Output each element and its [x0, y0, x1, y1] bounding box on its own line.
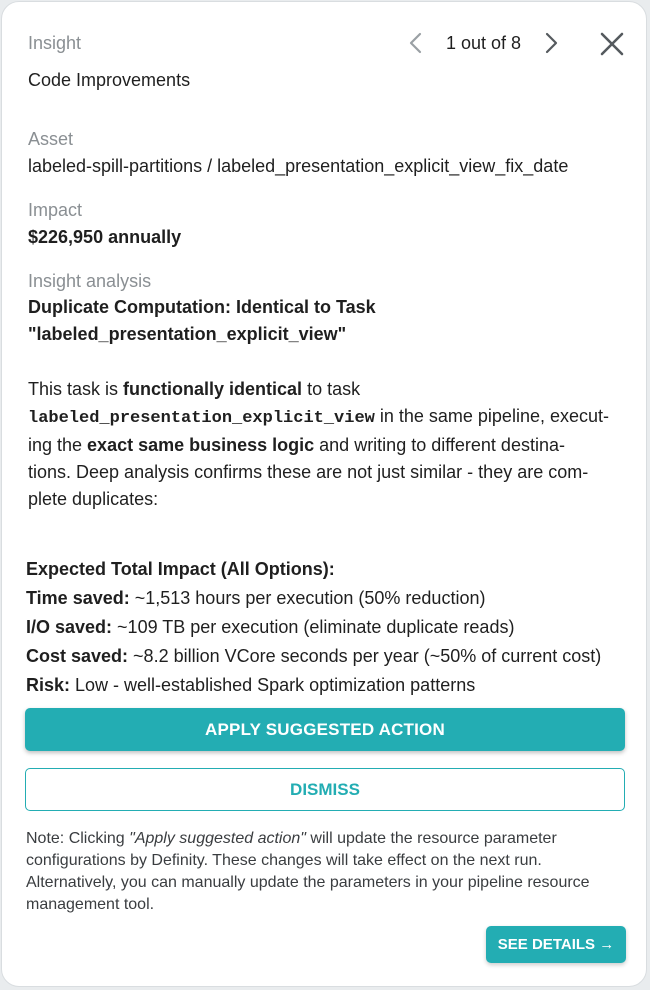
insight-card: [1, 1, 647, 987]
analysis-line-5: plete duplicates:: [28, 489, 159, 509]
chevron-left-icon: [408, 32, 422, 54]
impact-row-text: Low - well-established Spark optimization patterns: [70, 675, 476, 695]
analysis-title-line1: Duplicate Computation: Identical to Task: [28, 297, 376, 317]
insight-title: Code Improvements: [28, 70, 191, 90]
apply-suggested-action-button[interactable]: APPLY SUGGESTED ACTION: [25, 708, 625, 751]
impact-row-label: Cost saved:: [26, 646, 129, 666]
impact-label: Impact: [28, 200, 83, 220]
emphasis-text: functionally identical: [123, 379, 303, 399]
emphasis-text: exact same business logic: [87, 435, 315, 455]
impact-row-io: [26, 613, 630, 642]
impact-row-cost: [26, 642, 630, 671]
note-text: [26, 828, 630, 916]
insight-analysis-label: Insight analysis: [28, 271, 152, 291]
text-span: and writing to different destina-: [314, 435, 565, 455]
pager: [402, 30, 565, 56]
impact-value: $226,950 annually: [28, 227, 182, 247]
analysis-description: [28, 376, 626, 513]
text-span: in the same pipeline, execut-: [374, 406, 609, 426]
analysis-line-4: tions. Deep analysis confirms these are not just similar - they are com-: [28, 462, 589, 482]
chevron-right-icon: [545, 32, 559, 54]
note-prefix: Note: Clicking: [26, 830, 130, 847]
asset-label: Asset: [28, 129, 74, 149]
page-indicator: 1 out of 8: [446, 32, 522, 53]
expected-impact-section: [26, 555, 630, 700]
impact-row-text: ~8.2 billion VCore seconds per year (~50% of current cost): [128, 646, 602, 666]
text-span: This task is: [28, 379, 124, 399]
asset-value: labeled-spill-partitions / labeled_presentation_explicit_view_fix_date: [28, 156, 569, 176]
impact-row-label: Time saved:: [26, 588, 130, 608]
impact-row-text: ~1,513 hours per execution (50% reduction): [129, 588, 486, 608]
analysis-title-line2: "labeled_presentation_explicit_view": [28, 324, 347, 344]
next-insight-button[interactable]: [539, 30, 565, 56]
note-rest: will update the resource parameter configurations by Definity. These changes will take effect on the next run. Alternatively, you can manually update the parameters in your pipeline resource management tool.: [26, 830, 590, 913]
close-button[interactable]: [598, 30, 626, 58]
previous-insight-button[interactable]: [402, 30, 428, 56]
text-span: ing the: [28, 435, 88, 455]
dismiss-button[interactable]: DISMISS: [25, 768, 625, 811]
impact-row-risk: [26, 671, 630, 700]
note-italic: "Apply suggested action": [129, 830, 306, 847]
expected-impact-heading: Expected Total Impact (All Options):: [26, 559, 335, 579]
analysis-line-2: [28, 403, 626, 432]
task-code-name: labeled_presentation_explicit_view: [28, 409, 375, 428]
impact-row-text: ~109 TB per execution (eliminate duplicate reads): [112, 617, 515, 637]
impact-row-time: [26, 584, 630, 613]
analysis-line-3: [28, 432, 626, 459]
text-span: to task: [302, 379, 361, 399]
see-details-button[interactable]: SEE DETAILS →: [486, 926, 626, 963]
insight-label: Insight: [28, 33, 82, 53]
impact-row-label: Risk:: [26, 675, 71, 695]
analysis-line-1: [28, 376, 626, 403]
close-icon: [598, 30, 626, 58]
impact-row-label: I/O saved:: [26, 617, 113, 637]
